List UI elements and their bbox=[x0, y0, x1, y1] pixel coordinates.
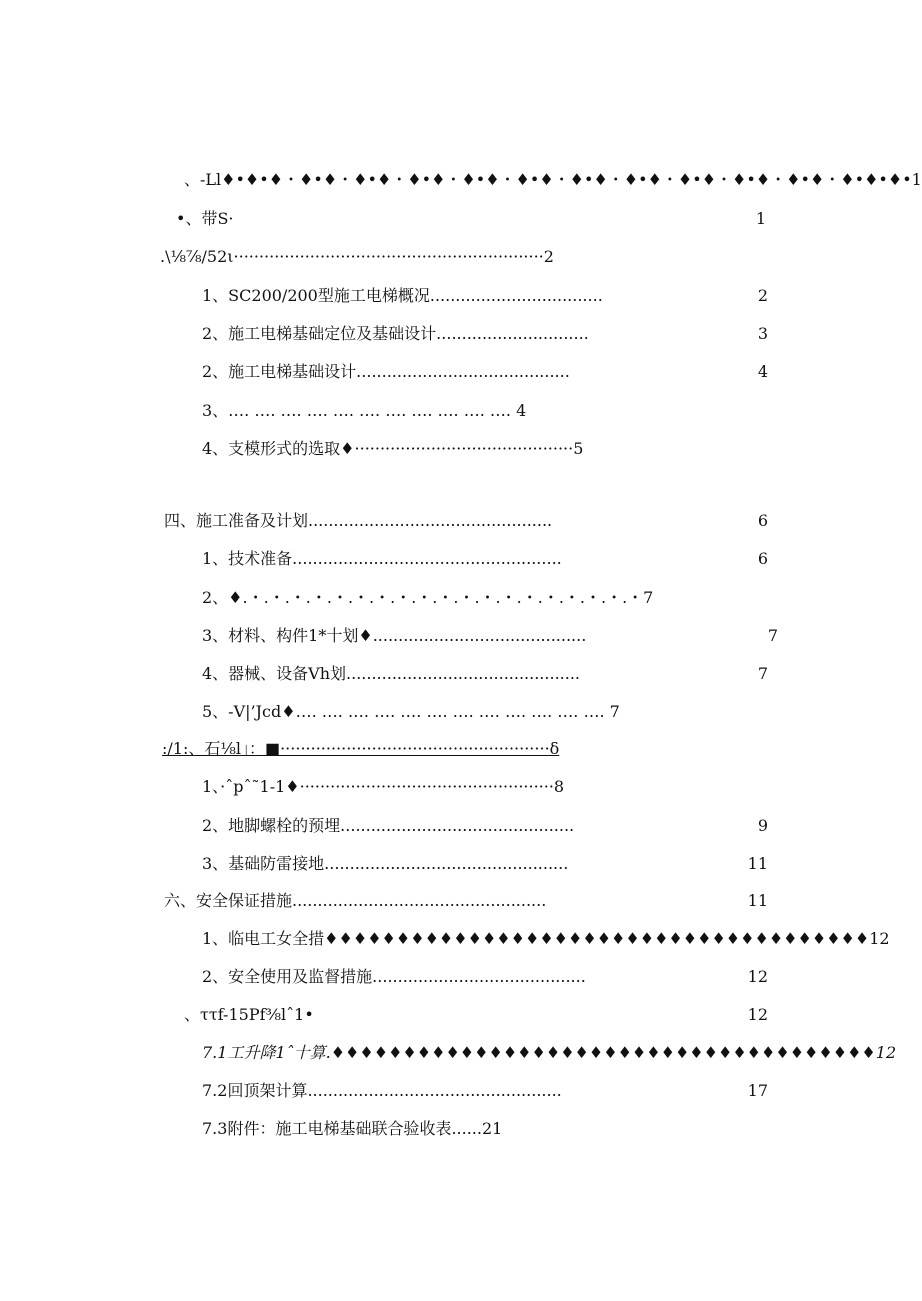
toc-entry bbox=[202, 1117, 552, 1141]
toc-entry-page: 1 bbox=[756, 207, 766, 231]
toc-entry-page: 11 bbox=[748, 852, 768, 876]
toc-entry-page: 9 bbox=[758, 814, 768, 838]
toc-entry-text: 5、-V|’Jcd♦…. …. …. …. …. …. …. …. …. …. …. …. 7 bbox=[202, 702, 620, 721]
toc-entry bbox=[202, 1041, 897, 1065]
toc-entry bbox=[202, 700, 620, 724]
toc-entry bbox=[202, 1079, 768, 1103]
toc-entry-text: 1、·ˆpˆ˜1-1♦··················································8 bbox=[202, 777, 565, 796]
toc-entry-page: 4 bbox=[758, 360, 768, 384]
toc-entry-page: 17 bbox=[748, 1079, 768, 1103]
toc-entry bbox=[202, 624, 778, 648]
toc-entry-text: 2、♦.・.・.・.・.・.・.・.・.・.・.・.・.・.・.・.・.・.・.・7 bbox=[202, 588, 654, 607]
toc-entry-page: 6 bbox=[758, 547, 768, 571]
toc-entry-text: 2、施工电梯基础设计.......................................... bbox=[202, 362, 570, 381]
toc-entry bbox=[162, 737, 574, 761]
toc-entry bbox=[202, 775, 565, 799]
toc-entry-text: 1、技术准备..................................................... bbox=[202, 549, 562, 568]
toc-entry-page: 7 bbox=[758, 662, 768, 686]
toc-entry-text: 四、施工准备及计划................................................ bbox=[164, 511, 553, 530]
toc-entry-text: 1、临电工女全措♦♦♦♦♦♦♦♦♦♦♦♦♦♦♦♦♦♦♦♦♦♦♦♦♦♦♦♦♦♦♦♦♦♦♦♦♦♦12 bbox=[202, 929, 890, 948]
toc-entry bbox=[202, 360, 768, 384]
toc-entry bbox=[184, 1003, 768, 1027]
toc-entry-page: 12 bbox=[748, 1003, 768, 1027]
toc-entry-text: 2、地脚螺栓的预埋.............................................. bbox=[202, 816, 575, 835]
toc-entry bbox=[202, 399, 527, 423]
toc-entry bbox=[202, 965, 768, 989]
toc-entry-text: 7.2回顶架计算.................................................. bbox=[202, 1081, 562, 1100]
toc-entry-text: 2、施工电梯基础定位及基础设计.............................. bbox=[202, 324, 589, 343]
toc-entry-page: 12 bbox=[748, 965, 768, 989]
toc-entry bbox=[160, 245, 554, 269]
toc-entry-text: 7.1工升降1ˆ十算.♦♦♦♦♦♦♦♦♦♦♦♦♦♦♦♦♦♦♦♦♦♦♦♦♦♦♦♦♦♦♦♦♦♦♦♦♦♦12 bbox=[202, 1043, 897, 1062]
toc-entry bbox=[176, 207, 766, 231]
toc-entry bbox=[202, 284, 768, 308]
toc-entry-text: 2、安全使用及监督措施.......................................... bbox=[202, 967, 586, 986]
toc-entry-text: 1、SC200/200型施工电梯概况.................................. bbox=[202, 286, 603, 305]
toc-entry-page: 7 bbox=[768, 624, 778, 648]
toc-entry-text: .\⅛⅞/52ι·····························································2 bbox=[160, 247, 554, 266]
toc-entry-text: :/1:、石⅛l」：■·····················································δ bbox=[162, 739, 560, 758]
toc-entry-text: 4、支模形式的选取♦···········································5 bbox=[202, 439, 584, 458]
toc-entry bbox=[202, 662, 768, 686]
toc-entry-page: 3 bbox=[758, 322, 768, 346]
toc-entry-text: 3、…. …. …. …. …. …. …. …. …. …. …. 4 bbox=[202, 401, 527, 420]
toc-entry-text: 3、材料、构件1*十划♦.......................................... bbox=[202, 626, 587, 645]
toc-entry bbox=[202, 814, 768, 838]
toc-entry-text: 7.3附件：施工电梯基础联合验收表......21 bbox=[202, 1119, 503, 1138]
toc-entry-text: 3、基础防雷接地................................................ bbox=[202, 854, 569, 873]
toc-entry-text: 、ττf-15Pf⅜lˆ1• bbox=[184, 1005, 314, 1024]
toc-entry-text: •、带S· bbox=[176, 209, 234, 228]
toc-entry-page: 2 bbox=[758, 284, 768, 308]
toc-entry bbox=[202, 586, 654, 610]
toc-entry bbox=[184, 168, 922, 192]
toc-entry-page: 6 bbox=[758, 509, 768, 533]
toc-entry-text: 、-Ll♦•♦•♦・♦•♦・♦•♦・♦•♦・♦•♦・♦•♦・♦•♦・♦•♦・♦•♦・♦•♦・♦•♦・♦•♦•♦•1 bbox=[184, 170, 922, 189]
toc-entry bbox=[164, 889, 768, 913]
toc-entry bbox=[202, 437, 584, 461]
toc-entry bbox=[202, 927, 890, 951]
toc-entry-text: 4、器械、设备Vh划.............................................. bbox=[202, 664, 580, 683]
toc-entry bbox=[202, 852, 768, 876]
toc-entry-page: 11 bbox=[748, 889, 768, 913]
toc-entry bbox=[202, 322, 768, 346]
toc-entry bbox=[164, 509, 768, 533]
toc-entry-text: 六、安全保证措施.................................................. bbox=[164, 891, 547, 910]
toc-entry bbox=[202, 547, 768, 571]
